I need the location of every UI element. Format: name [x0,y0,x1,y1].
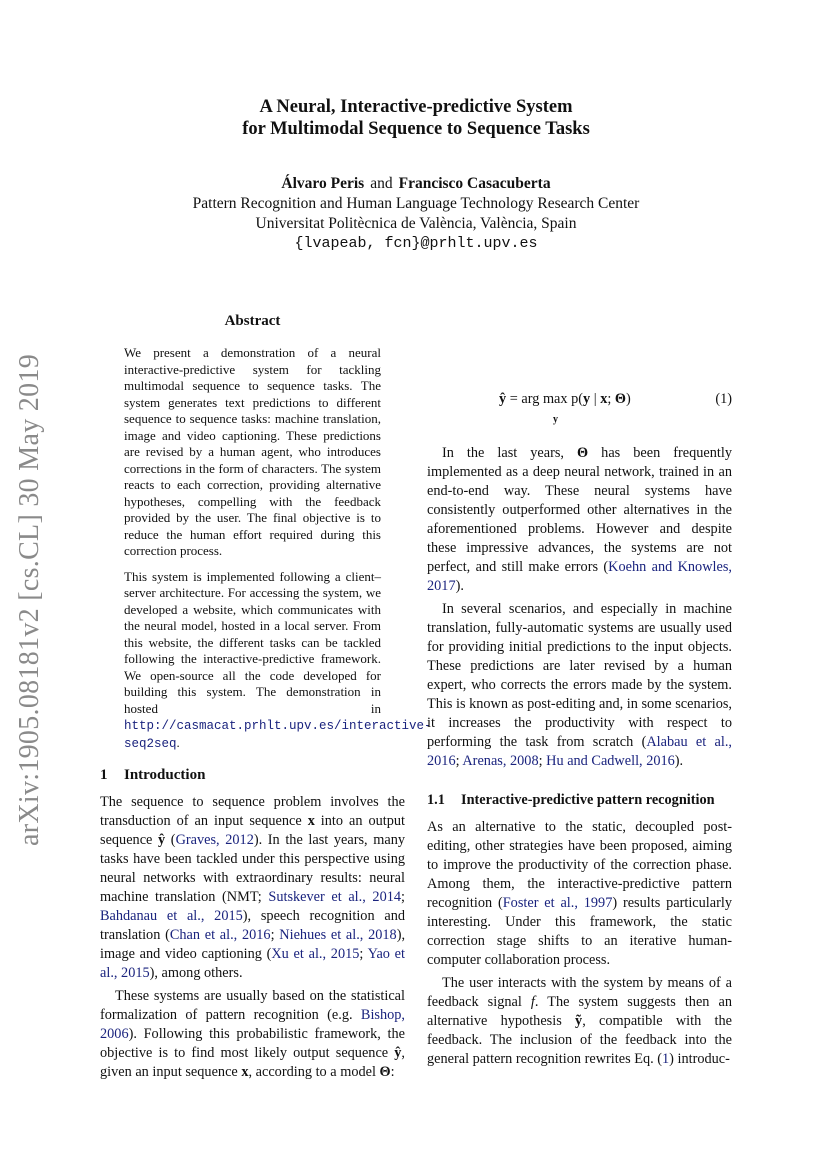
author-names [100,174,732,194]
subsection-number: 1.1 [427,792,445,808]
math-symbol: ŷ [394,1045,402,1061]
author-email: {lvapeab, fcn}@prhlt.upv.es [294,235,538,252]
citation-link[interactable]: Hu and Cadwell, 2016 [546,753,675,769]
citation-link[interactable]: Sutskever et al., 2014 [268,889,402,905]
citation-link[interactable]: Bishop, 2006 [100,1007,405,1042]
citation-link[interactable]: Xu et al., 2015 [271,946,360,962]
intro-paragraph-1: The sequence to sequence problem involves the transduction of an input sequence x into an output sequence ŷ (Graves, 2012). In the last years, many tasks have been tackled under this perspective using neural networks with extraordinary results: neural machine translation (NMT; Sutskever et al., 2014; Bahdanau et al., 2015), speech recognition and translation (Chan et al., 2016; Niehues et al., 2018), image and video captioning (Xu et al., 2015; Yao et al., 2015), among others. [100,794,406,981]
abstract-p2-text: This system is implemented following a client–server architecture. For accessing the system, we developed a website, which communicates with the neural model, hosted in a local server. From this website, the different tasks can be tackled following the interactive-predictive framework. We open-source all the code developed for building this system. The demonstration in hosted in [124,568,381,716]
math-symbol: ỹ [575,1013,583,1029]
affiliation-line-1: Pattern Recognition and Human Language Technology Research Center [192,195,640,212]
title-line-2: for Multimodal Sequence to Sequence Tasks [242,119,590,139]
subsection-heading-1-1 [427,791,732,810]
abstract-paragraph-1: We present a demonstration of a neural interactive-predictive system for tackling multimodal sequence to sequence tasks. The system generates text predictions to different sequence to sequence tasks: machine translation, image and video captioning. These predictions are revised by a human agent, who introduces corrections in the form of characters. The system reacts to each correction, providing alternative hypotheses, compelling with the feedback provided by the user. The final objective is to reduce the human effort required during this correction process. [124,345,381,558]
author-2: Francisco Casacuberta [398,175,551,192]
citation-link[interactable]: Yao et al., 2015 [100,946,405,981]
citation-link[interactable]: Foster et al., 1997 [502,895,613,911]
citation-link[interactable]: 1 [662,1051,670,1067]
citation-link[interactable]: Graves, 2012 [175,832,254,848]
author-block [100,174,732,254]
math-symbol: ŷ [158,832,166,848]
math-symbol: Θ [379,1064,391,1080]
demo-url-link[interactable]: http://casmacat.prhlt.upv.es/interactive-seq2seq [124,719,432,751]
equation-expression: ŷ = arg max p(y | x; Θ) [499,391,631,407]
author-1: Álvaro Peris [281,175,365,192]
math-symbol: x [241,1064,249,1080]
intro-paragraph-4: In several scenarios, and especially in machine translation, fully-automatic systems are usually used for providing initial predictions to the input objects. These predictions are later revised by a human expert, who corrects the errors made by the system. This is known as post-editing and, in some scenarios, it increases the productivity with respect to performing the task from scratch (Alabau et al., 2016; Arenas, 2008; Hu and Cadwell, 2016). [427,601,733,769]
citation-link[interactable]: Niehues et al., 2018 [279,927,397,943]
left-column [100,312,432,1082]
intro-paragraph-2: These systems are usually based on the statistical formalization of pattern recognition (e.g. Bishop, 2006). Following this probabilistic framework, the objective is to find most likely output sequence ŷ, given an input sequence x, according to a model Θ: [100,988,405,1080]
equation-1 [427,388,732,432]
math-variable: f [530,994,535,1010]
title-line-1: A Neural, Interactive-predictive System [259,97,573,117]
math-symbol: x [307,813,315,829]
math-symbol: Θ [577,445,589,461]
citation-link[interactable]: Arenas, 2008 [462,753,539,769]
subsection-paragraph-1: As an alternative to the static, decoupled post-editing, other strategies have been proposed, aiming to improve the productivity of the correction phase. Among them, the interactive-predictive pattern recognition (Foster et al., 1997) results particularly interesting. Under this framework, the static correction stage shifts to an iterative human-computer collaboration process. [427,819,732,968]
citation-link[interactable]: Koehn and Knowles, 2017 [427,559,732,594]
section-number: 1 [100,767,108,783]
intro-paragraph-3: In the last years, Θ has been frequently implemented as a deep neural network, trained in an end-to-end way. These neural systems have consistently outperformed other alternatives in the aforementioned problems. However and despite these impressive advances, the systems are not perfect, and still make errors (Koehn and Knowles, 2017). [427,445,732,594]
right-column [427,312,732,1069]
citation-link[interactable]: Chan et al., 2016 [169,927,271,943]
arxiv-identifier-stamp: arXiv:1905.08181v2 [cs.CL] 30 May 2019 [14,353,45,846]
citation-link[interactable]: Bahdanau et al., 2015 [100,908,243,924]
continued-text-spacer [427,312,732,374]
abstract-p2-end: . [176,734,180,750]
citation-link[interactable]: Alabau et al., 2016 [427,734,733,769]
abstract-heading: Abstract [224,313,281,329]
paper-title [100,96,732,140]
author-conjunction: and [370,175,393,192]
subsection-title: Interactive-predictive pattern recognition [461,792,715,808]
section-heading-introduction [100,766,405,785]
subsection-paragraph-2: The user interacts with the system by means of a feedback signal f. The system suggests then an alternative hypothesis ỹ, compatible with the feedback. The inclusion of the feedback into the general pattern recognition rewrites Eq. (1) introduc- [427,975,733,1067]
abstract-paragraph-2 [100,568,432,753]
equation-subscript: y [553,414,558,425]
equation-number: (1) [715,391,732,407]
affiliation-line-2: Universitat Politècnica de València, València, Spain [255,215,577,232]
section-title: Introduction [124,767,206,783]
